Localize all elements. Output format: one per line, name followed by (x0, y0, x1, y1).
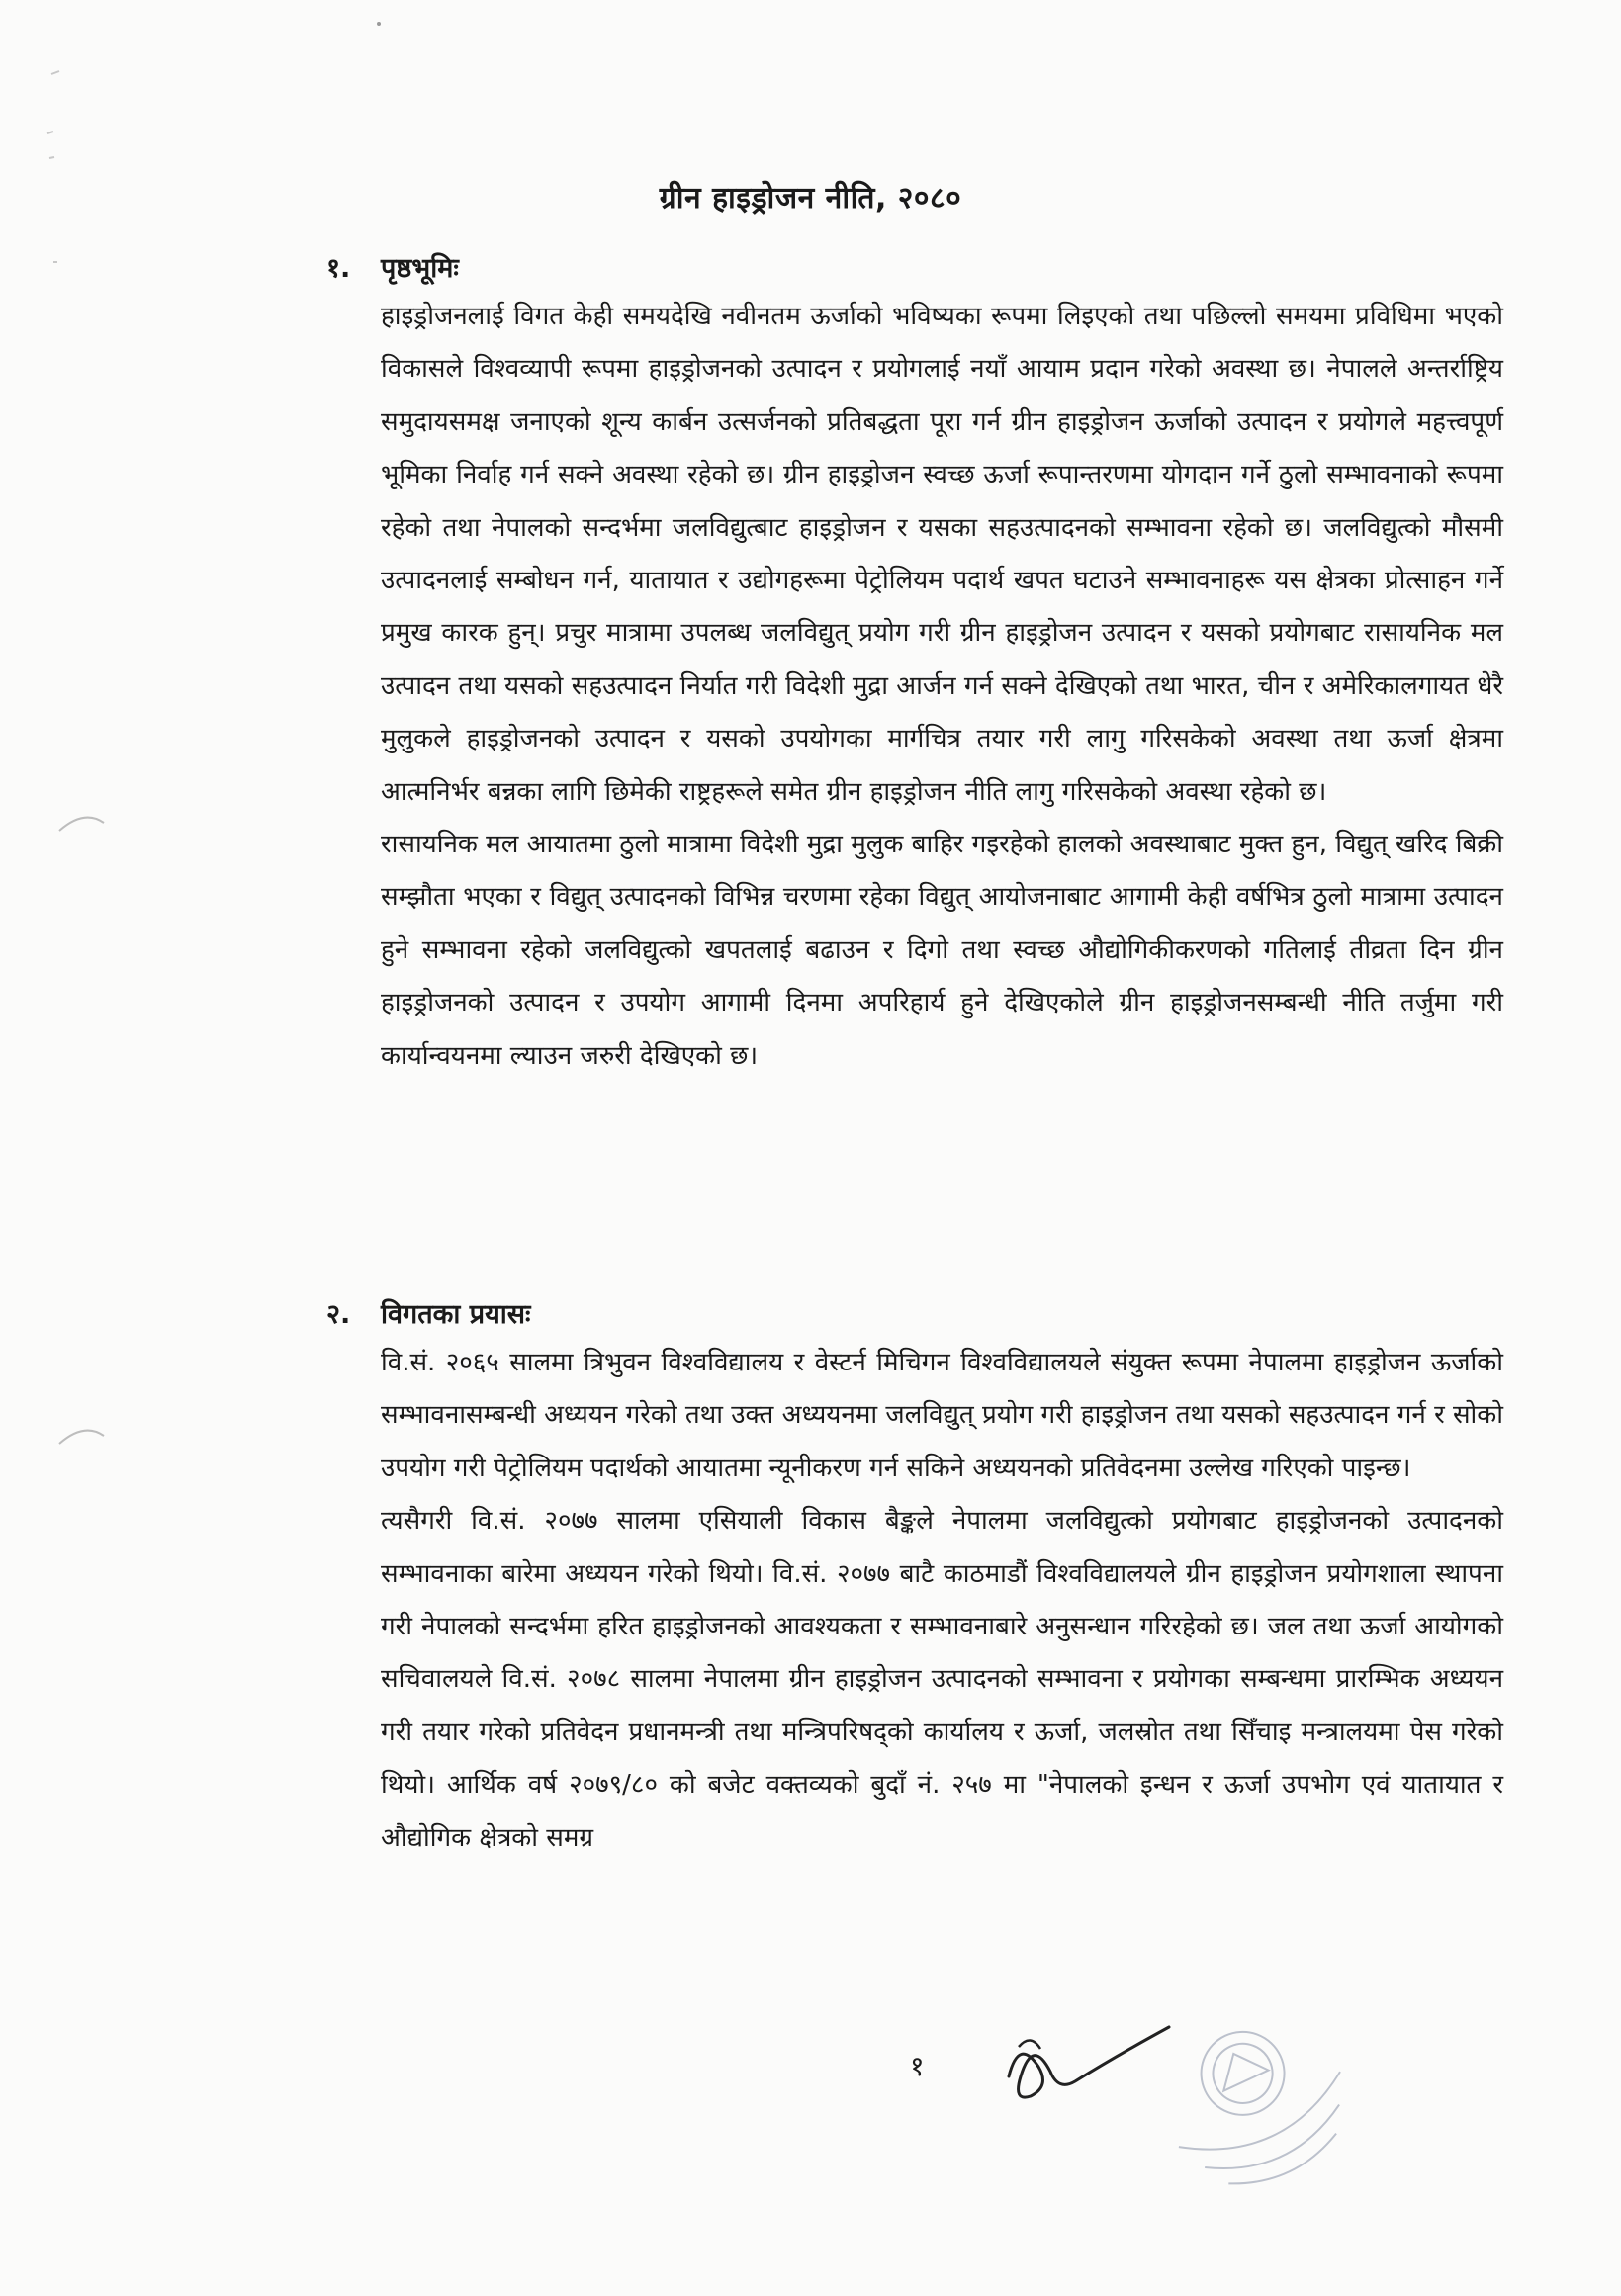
section-past-efforts (326, 1293, 1503, 1865)
section-title: पृष्ठभूमिः (381, 253, 459, 284)
scan-dot (377, 22, 381, 26)
section-heading (326, 1293, 1503, 1337)
page-number: १ (910, 2050, 925, 2082)
paragraph: रासायनिक मल आयातमा ठुलो मात्रामा विदेशी मुद्रा मुलुक बाहिर गइरहेको हालको अवस्थाबाट मुक्त हुन, विद्युत् खरिद बिक्री सम्झौता भएका र विद्युत् उत्पादनको विभिन्न चरणमा रहेका विद्युत् आयोजनाबाट आगामी केही वर्षभित्र ठुलो मात्रामा उत्पादन हुने सम्भावना रहेको जलविद्युत्को खपतलाई बढाउन र दिगो तथा स्वच्छ औद्योगिकीकरणको गतिलाई तीव्रता दिन ग्रीन हाइड्रोजनको उत्पादन र उपयोग आगामी दिनमा अपरिहार्य हुने देखिएकोले ग्रीन हाइड्रोजनसम्बन्धी नीति तर्जुमा गरी कार्यान्वयनमा ल्याउन जरुरी देखिएको छ। (381, 830, 1503, 1071)
section-number: २. (326, 1299, 351, 1330)
paragraph: त्यसैगरी वि.सं. २०७७ सालमा एसियाली विकास बैङ्कले नेपालमा जलविद्युत्को प्रयोगबाट हाइड्रोजनको उत्पादनको सम्भावनाका बारेमा अध्ययन गरेको थियो। वि.सं. २०७७ बाटै काठमाडौं विश्वविद्यालयले ग्रीन हाइड्रोजन प्रयोगशाला स्थापना गरी नेपालको सन्दर्भमा हरित हाइड्रोजनको आवश्यकता र सम्भावनाबारे अनुसन्धान गरिरहेको छ। जल तथा ऊर्जा आयोगको सचिवालयले वि.सं. २०७८ सालमा नेपालमा ग्रीन हाइड्रोजन उत्पादनको सम्भावना र प्रयोगका सम्बन्धमा प्रारम्भिक अध्ययन गरी तयार गरेको प्रतिवेदन प्रधानमन्त्री तथा मन्त्रिपरिषद्को कार्यालय र ऊर्जा, जलस्रोत तथा सिँचाइ मन्त्रालयमा पेस गरेको थियो। आर्थिक वर्ष २०७९/८० को बजेट वक्तव्यको बुदाँ नं. २५७ मा "नेपालको इन्धन र ऊर्जा उपभोग एवं यातायात र औद्योगिक क्षेत्रको समग्र (381, 1506, 1503, 1853)
section-title: विगतका प्रयासः (381, 1299, 531, 1330)
official-seal-stamp (1123, 1992, 1380, 2190)
section-number: १. (326, 253, 351, 284)
paragraph: हाइड्रोजनलाई विगत केही समयदेखि नवीनतम ऊर्जाको भविष्यका रूपमा लिइएको तथा पछिल्लो समयमा प्रविधिमा भएको विकासले विश्वव्यापी रूपमा हाइड्रोजनको उत्पादन र प्रयोगलाई नयाँ आयाम प्रदान गरेको अवस्था छ। नेपालले अन्तर्राष्ट्रिय समुदायसमक्ष जनाएको शून्य कार्बन उत्सर्जनको प्रतिबद्धता पूरा गर्न ग्रीन हाइड्रोजन ऊर्जाको उत्पादन र प्रयोगले महत्त्वपूर्ण भूमिका निर्वाह गर्न सक्ने अवस्था रहेको छ। ग्रीन हाइड्रोजन स्वच्छ ऊर्जा रूपान्तरणमा योगदान गर्ने ठुलो सम्भावनाको रूपमा रहेको तथा नेपालको सन्दर्भमा जलविद्युत्बाट हाइड्रोजन र यसका सहउत्पादनको सम्भावना रहेको छ। जलविद्युत्को मौसमी उत्पादनलाई सम्बोधन गर्न, यातायात र उद्योगहरूमा पेट्रोलियम पदार्थ खपत घटाउने सम्भावनाहरू यस क्षेत्रका प्रोत्साहन गर्ने प्रमुख कारक हुन्। प्रचुर मात्रामा उपलब्ध जलविद्युत् प्रयोग गरी ग्रीन हाइड्रोजन उत्पादन र यसको प्रयोगबाट रासायनिक मल उत्पादन तथा यसको सहउत्पादन निर्यात गरी विदेशी मुद्रा आर्जन गर्न सक्ने देखिएको तथा भारत, चीन र अमेरिकालगायत धेरै मुलुकले हाइड्रोजनको उत्पादन र यसको उपयोगका मार्गचित्र तयार गरी लागु गरिसकेको अवस्था तथा ऊर्जा क्षेत्रमा आत्मनिर्भर बन्नका लागि छिमेकी राष्ट्रहरूले समेत ग्रीन हाइड्रोजन नीति लागु गरिसकेको अवस्था रहेको छ। (381, 302, 1503, 807)
punch-hole-mark (59, 818, 104, 831)
paragraph: वि.सं. २०६५ सालमा त्रिभुवन विश्वविद्यालय र वेस्टर्न मिचिगन विश्वविद्यालयले संयुक्त रूपमा नेपालमा हाइड्रोजन ऊर्जाको सम्भावनासम्बन्धी अध्ययन गरेको तथा उक्त अध्ययनमा जलविद्युत् प्रयोग गरी हाइड्रोजन तथा यसको सहउत्पादन गर्न र सोको उपयोग गरी पेट्रोलियम पदार्थको आयातमा न्यूनीकरण गर्न सकिने अध्ययनको प्रतिवेदनमा उल्लेख गरिएको पाइन्छ। (381, 1348, 1503, 1483)
section-background (326, 247, 1503, 1083)
section-heading (326, 247, 1503, 291)
scan-speck (47, 71, 59, 262)
document-title: ग्रीन हाइड्रोजन नीति, २०८० (659, 181, 962, 216)
punch-hole-mark (59, 1431, 104, 1444)
